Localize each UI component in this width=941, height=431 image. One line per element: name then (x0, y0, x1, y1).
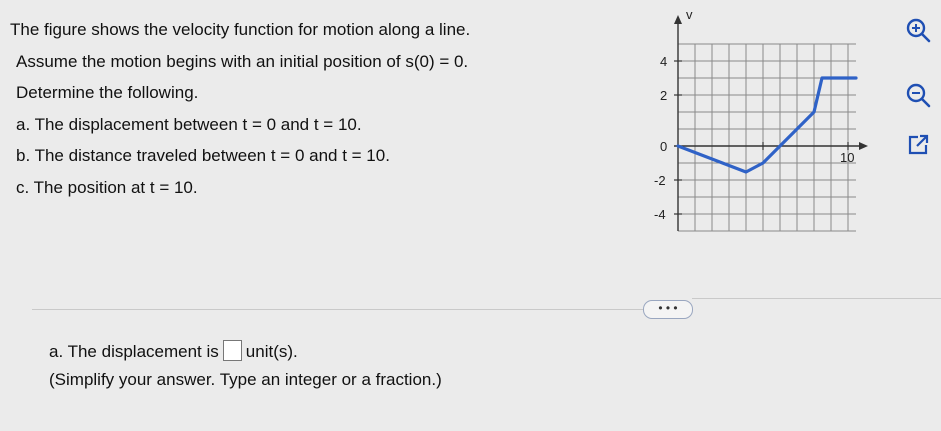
part-c-text: c. The position at t = 10. (16, 177, 198, 197)
answer-instruction: (Simplify your answer. Type an integer or a fraction.) (49, 370, 442, 389)
divider-right (692, 298, 941, 299)
divider-left (32, 309, 644, 310)
tick-label-2: 2 (660, 88, 668, 103)
zoom-in-icon[interactable] (902, 14, 934, 46)
y-axis-label: v (686, 7, 693, 22)
problem-statement (10, 14, 610, 203)
answer-prefix: a. The displacement is (49, 342, 219, 361)
tick-label-4: 4 (660, 54, 668, 69)
answer-input-box[interactable] (223, 340, 242, 361)
problem-line-2: Assume the motion begins with an initial position of s(0) = 0. (16, 51, 469, 71)
zoom-out-icon[interactable] (902, 79, 934, 111)
answer-section (49, 338, 442, 394)
more-button[interactable]: • • • (643, 300, 693, 319)
velocity-curve (678, 78, 856, 172)
answer-suffix: unit(s). (245, 342, 298, 361)
x-axis (674, 142, 868, 150)
velocity-graph (618, 0, 888, 245)
problem-line-3: Determine the following. (16, 83, 199, 102)
y-axis (674, 15, 682, 231)
part-a-text: a. The displacement between t = 0 and t = 10. (16, 114, 362, 134)
answer-row (49, 338, 442, 366)
tick-label-neg4: -4 (654, 207, 666, 222)
pop-out-icon[interactable] (902, 129, 934, 161)
problem-line-1: The figure shows the velocity function for motion along a line. (10, 20, 471, 39)
tick-label-10: 10 (840, 150, 855, 165)
part-b-text: b. The distance traveled between t = 0 and t = 10. (16, 146, 390, 165)
tick-label-0: 0 (660, 139, 668, 154)
tick-label-neg2: -2 (654, 173, 666, 188)
